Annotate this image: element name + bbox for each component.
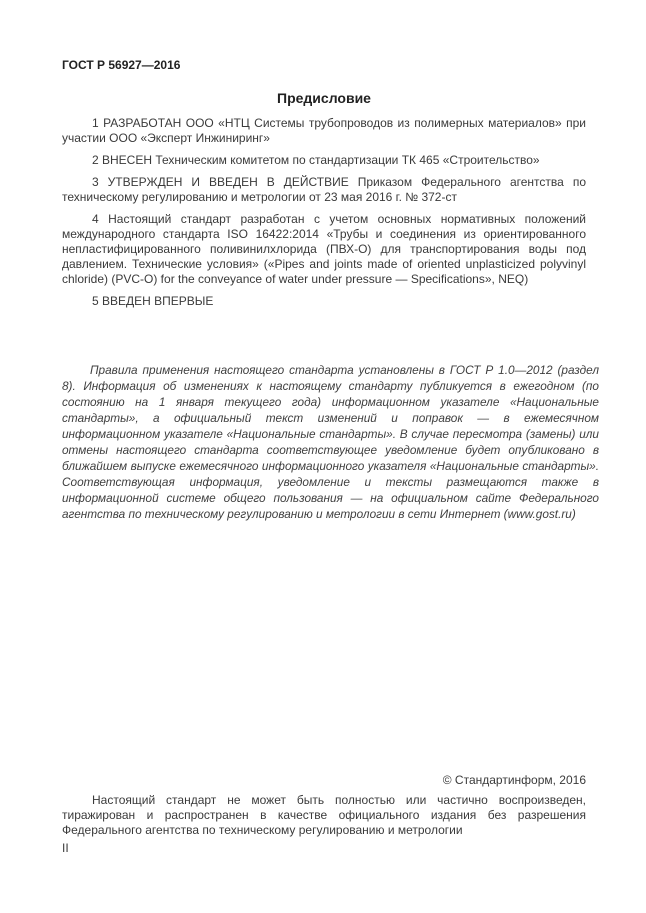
reproduction-notice: Настоящий стандарт не может быть полностью или частично воспроизведен, тиражирован и распространен в качестве официального издания без разрешения Федерального агентства по техническому регулированию и метрологии [62,793,586,837]
foreword-item-5: 5 ВВЕДЕН ВПЕРВЫЕ [92,294,214,308]
foreword-list [62,116,586,309]
section-title-foreword: Предисловие [277,90,371,106]
document-code: ГОСТ Р 56927—2016 [62,58,181,72]
application-rules-note: Правила применения настоящего стандарта установлены в ГОСТ Р 1.0—2012 (раздел 8). Информация об изменениях к настоящему стандарту публикуется в ежегодном (по состоянию на 1 января текущего года) информационном указателе «Национальные стандарты», а официальный текст изменений и поправок — в ежемесячном информационном указателе «Национальные стандарты». В случае пересмотра (замены) или отмены настоящего стандарта соответствующее уведомление будет опубликовано в ближайшем выпуске ежемесячного информационного указателя «Национальные стандарты». Соответствующая информация, уведомление и тексты размещаются также в информационной системе общего пользования — на официальном сайте Федерального агентства по техническому регулированию и метрологии в сети Интернет (www.gost.ru) [62,363,599,521]
foreword-item-3: 3 УТВЕРЖДЕН И ВВЕДЕН В ДЕЙСТВИЕ Приказом Федерального агентства по техническому регулированию и метрологии от 23 мая 2016 г. № 372-ст [62,175,586,204]
copyright-line: © Стандартинформ, 2016 [442,773,586,787]
page-number: II [62,841,69,855]
page-content [0,0,646,309]
foreword-item-1: 1 РАЗРАБОТАН ООО «НТЦ Системы трубопроводов из полимерных материалов» при участии ООО «Эксперт Инжиниринг» [62,116,586,145]
foreword-item-4: 4 Настоящий стандарт разработан с учетом основных нормативных положений международного стандарта ISO 16422:2014 «Трубы и соединения из ориентированного непластифицированного поливинилхлорида (ПВХ-О) для транспортирования воды под давлением. Технические условия» («Pipes and joints made of oriented unplasticized polyvinyl chloride) (PVC-O) for the conveyance of water under pressure — Specifications», NEQ) [62,212,586,286]
foreword-item-2: 2 ВНЕСЕН Техническим комитетом по стандартизации ТК 465 «Строительство» [92,153,540,167]
